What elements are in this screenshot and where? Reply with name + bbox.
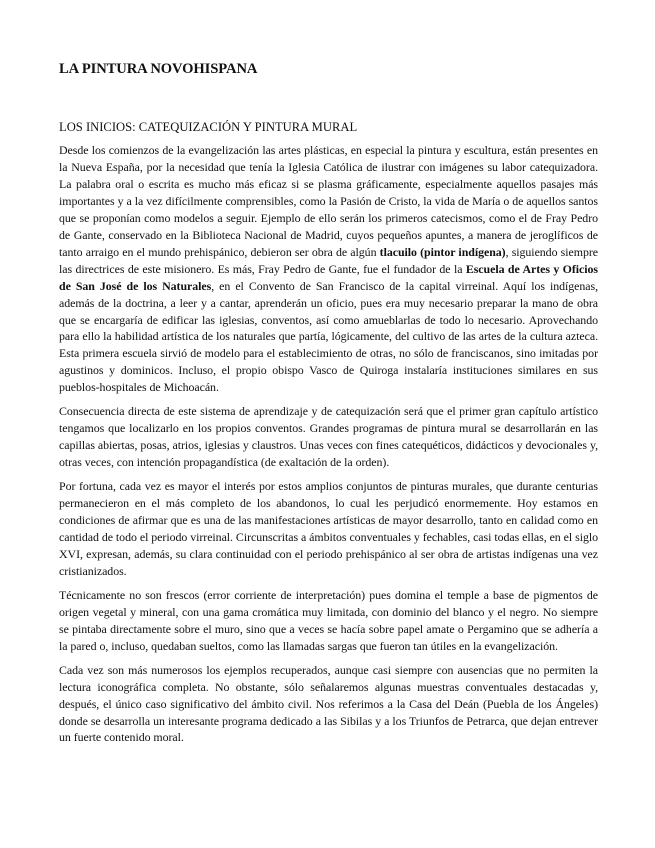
paragraph-1-bold-tlacuilo: tlacuilo (pintor indígena) xyxy=(379,244,506,259)
document-body xyxy=(59,142,598,753)
paragraph-4: Técnicamente no son frescos (error corriente de interpretación) pues domina el temple a base de pigmentos de origen vegetal y mineral, con una gama cromática muy limitada, con dominio del blanco y el negro. No siempre se pintaba directamente sobre el muro, sino que a veces se hacía sobre papel amate o Pergamino que se adhería a la pared o, incluso, quedaban sueltos, como las llamadas sargas que fueron tan útiles en la evangelización. xyxy=(59,587,598,653)
paragraph-1 xyxy=(59,142,598,396)
paragraph-1-text-a: Desde los comienzos de la evangelización las artes plásticas, en especial la pintura y escultura, están presentes en la Nueva España, por la necesidad que tenía la Iglesia Católica de ilustrar con imágenes su labor catequizadora. La palabra oral o escrita es mucho más eficaz si se plasma gráficamente, especialmente aquellos pasajes más importantes y a la vez difícilmente comprensibles, como la Pasión de Cristo, la vida de María o de aquellos santos que se proponían como modelos a seguir. Ejemplo de ello serán los primeros catecismos, como el de Fray Pedro de Gante, conservado en la Biblioteca Nacional de Madrid, cuyos pequeños apuntes, a manera de jeroglíficos de tanto arraigo en el mundo prehispánico, debieron ser obra de algún xyxy=(59,143,598,259)
paragraph-5: Cada vez son más numerosos los ejemplos recuperados, aunque casi siempre con ausencias que no permiten la lectura iconográfica completa. No obstante, sólo señalaremos algunas muestras conventuales destacadas y, después, el único caso significativo del ámbito civil. Nos referimos a la Casa del Deán (Puebla de los Ángeles) donde se desarrolla un interesante programa dedicado a las Sibilas y a los Triunfos de Petrarca, que dejan entrever un fuerte contenido moral. xyxy=(59,662,598,745)
paragraph-1-text-c: , siguiendo siempre las directrices de este misionero. Es más, Fray Pedro de Gante, fue el fundador de la xyxy=(59,244,598,276)
paragraph-1-bold-escuela: Escuela de Artes y Oficios de San José de los Naturales xyxy=(59,261,598,293)
paragraph-1-text-e: , en el Convento de San Francisco de la capital virreinal. Aquí los indígenas, además de la doctrina, a leer y a cantar, aprenderán un oficio, pues era muy necesario preparar la mano de obra que se encargaría de edificar las iglesias, conventos, así como amueblarlas de todo lo necesario. Aprovechando para ello la habilidad artística de los naturales que partía, lógicamente, del cultivo de las artes de la cultura azteca. Esta primera escuela sirvió de modelo para el establecimiento de otras, no sólo de franciscanos, sino imitadas por agustinos y dominicos. Incluso, el propio obispo Vasco de Quiroga instalaría instituciones similares en sus pueblos-hospitales de Michoacán. xyxy=(59,278,599,395)
paragraph-3: Por fortuna, cada vez es mayor el interés por estos amplios conjuntos de pinturas murales, que durante centurias permanecieron en el más completo de los abandonos, lo cual les perjudicó enormemente. Hoy estamos en condiciones de afirmar que es una de las manifestaciones artísticas de mayor desarrollo, tanto en calidad como en cantidad de todo el periodo virreinal. Circunscritas a ámbitos conventuales y fechables, casi todas ellas, en el siglo XVI, expresan, además, su clara continuidad con el periodo prehispánico al ser obra de artistas indígenas una vez cristianizados. xyxy=(59,479,598,578)
paragraph-2: Consecuencia directa de este sistema de aprendizaje y de catequización será que el primer gran capítulo artístico tengamos que localizarlo en los propios conventos. Grandes programas de pintura mural se desarrollarán en las capillas abiertas, posas, atrios, iglesias y claustros. Unas veces con fines catequéticos, didácticos y devocionales y, otras veces, con intención propagandística (de exaltación de la orden). xyxy=(59,404,598,470)
section-heading: LOS INICIOS: CATEQUIZACIÓN Y PINTURA MURAL xyxy=(59,120,358,134)
document-title: LA PINTURA NOVOHISPANA xyxy=(59,61,258,77)
